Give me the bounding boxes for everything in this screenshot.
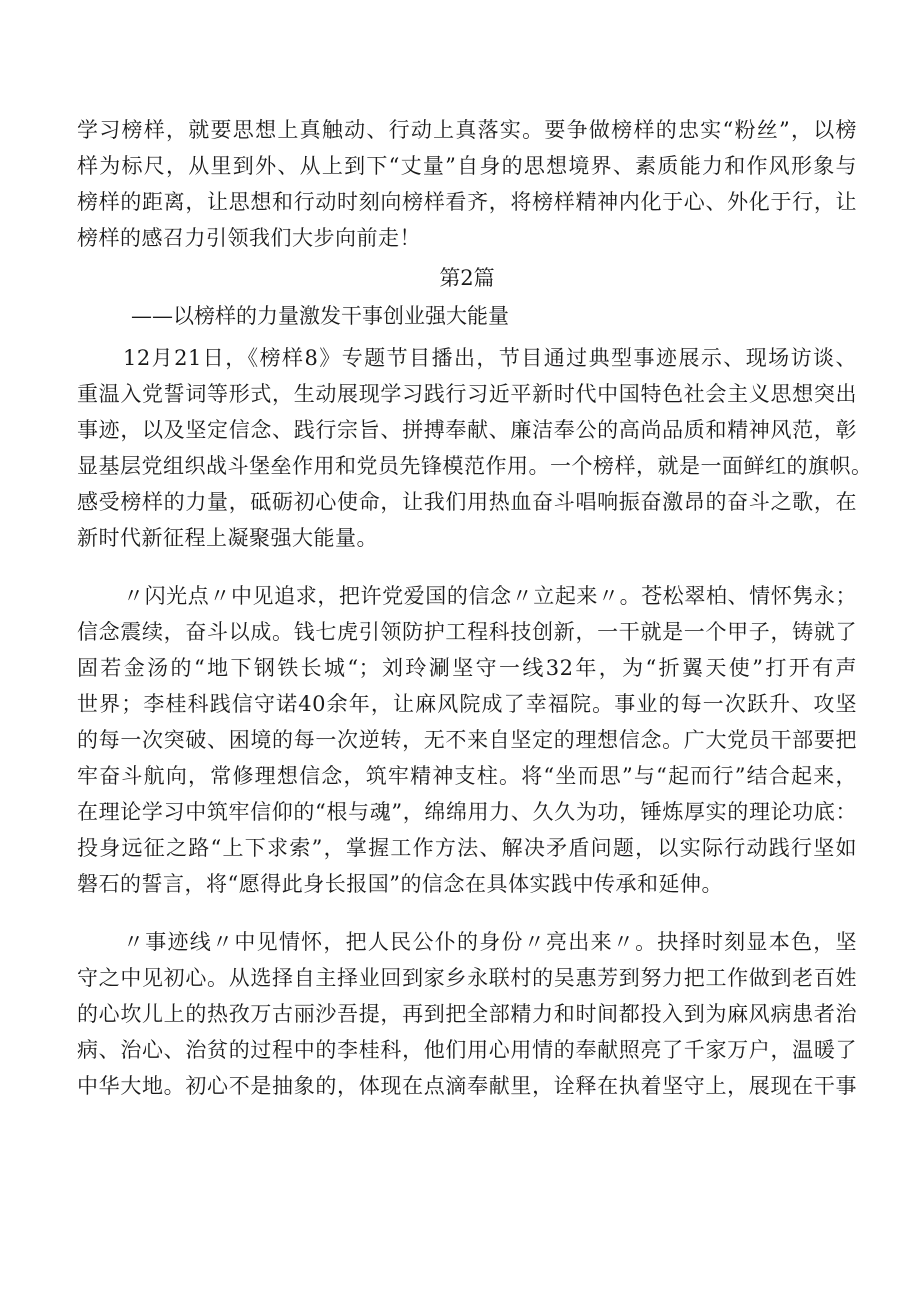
paragraph-2 (77, 578, 857, 902)
text-line: 〃闪光点〃中见追求，把许党爱国的信念〃立起来〃。苍松翠柏、情怀隽永； (123, 584, 857, 608)
text-line: 中华大地。初心不是抽象的，体现在点滴奉献里，诠释在执着坚守上，展现在干事 (77, 1074, 857, 1098)
text-line: 在理论学习中筑牢信仰的“根与魂”，绵绵用力、久久为功，锤炼厚实的理论功底： (77, 800, 857, 824)
text-line: 新时代新征程上凝聚强大能量。 (77, 526, 378, 550)
text-line: 的心坎儿上的热孜万古丽沙吾提，再到把全部精力和时间都投入到为麻风病患者治 (77, 1002, 857, 1026)
document-page (77, 112, 873, 1104)
text-line: 事迹，以及坚定信念、践行宗旨、拼搏奉献、廉洁奉公的高尚品质和精神风范，彰 (77, 418, 857, 442)
text-line: 样为标尺，从里到外、从上到下“丈量”自身的思想境界、素质能力和作风形象与 (77, 154, 857, 178)
text-line: 磐石的誓言，将“愿得此身长报国”的信念在具体实践中传承和延伸。 (77, 872, 723, 896)
text-line: 榜样的感召力引领我们大步向前走！ (77, 226, 421, 250)
text-line: 信念震续，奋斗以成。钱七虎引领防护工程科技创新，一干就是一个甲子，铸就了 (77, 620, 857, 644)
text-line: 病、治心、治贫的过程中的李桂科，他们用心用情的奉献照亮了千家万户，温暖了 (77, 1038, 857, 1062)
text-line: 感受榜样的力量，砥砺初心使命，让我们用热血奋斗唱响振奋激昂的奋斗之歌，在 (77, 490, 857, 514)
text-line: 重温入党誓词等形式，生动展现学习践行习近平新时代中国特色社会主义思想突出 (77, 382, 857, 406)
section-subtitle: ——以榜样的力量激发干事创业强大能量 (131, 304, 509, 328)
text-line: 世界；李桂科践信守诺40余年，让麻风院成了幸福院。事业的每一次跃升、攻坚 (77, 692, 857, 716)
paragraph-intro (77, 112, 857, 256)
text-line: 守之中见初心。从选择自主择业回到家乡永联村的吴惠芳到努力把工作做到老百姓 (77, 966, 857, 990)
text-line: 投身远征之路“上下求索”，掌握工作方法、解决矛盾问题，以实际行动践行坚如 (77, 836, 857, 860)
text-line: 学习榜样，就要思想上真触动、行动上真落实。要争做榜样的忠实“粉丝”，以榜 (77, 118, 857, 142)
text-line: 显基层党组织战斗堡垒作用和党员先锋模范作用。一个榜样，就是一面鲜红的旗帜。 (77, 454, 873, 478)
text-line: 的每一次突破、困境的每一次逆转，无不来自坚定的理想信念。广大党员干部要把 (77, 728, 857, 752)
section-heading: 第2篇 (439, 266, 495, 290)
paragraph-1 (77, 340, 873, 556)
text-line: 12月21日，《榜样8》专题节目播出，节目通过典型事迹展示、现场访谈、 (123, 346, 857, 370)
text-line: 榜样的距离，让思想和行动时刻向榜样看齐，将榜样精神内化于心、外化于行，让 (77, 190, 857, 214)
text-line: 牢奋斗航向，常修理想信念，筑牢精神支柱。将“坐而思”与“起而行”结合起来， (77, 764, 857, 788)
paragraph-3 (77, 924, 857, 1104)
text-line: 固若金汤的“地下钢铁长城“；刘玲涮坚守一线32年，为“折翼天使”打开有声 (77, 656, 857, 680)
text-line: 〃事迹线〃中见情怀，把人民公仆的身份〃亮出来〃。抉择时刻显本色，坚 (123, 930, 857, 954)
